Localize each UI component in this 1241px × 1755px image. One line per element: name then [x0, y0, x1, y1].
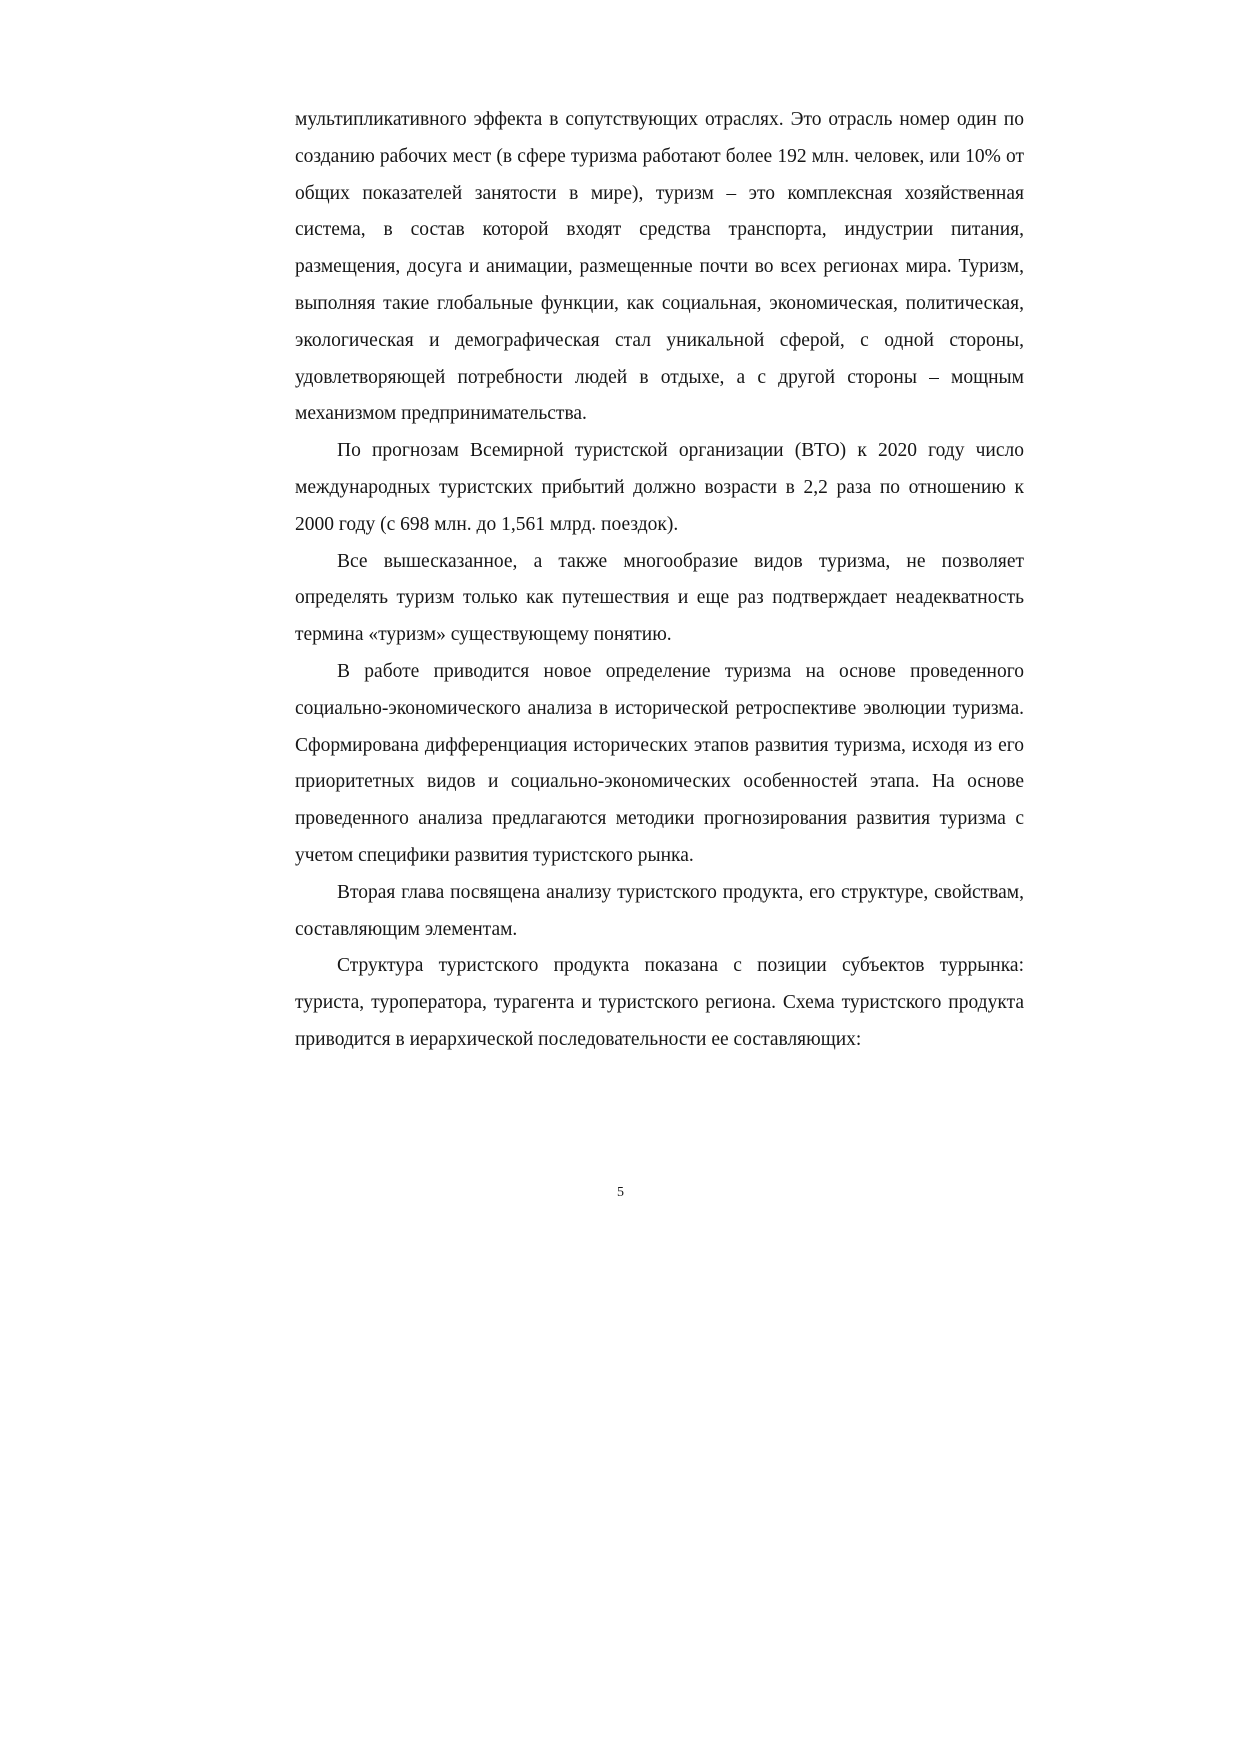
paragraph-new-definition: В работе приводится новое определение туризма на основе проведенного социально-экономического анализа в исторической ретроспективе эволюции туризма. Сформирована дифференциация исторических этапов развития туризма, исходя из его приоритетных видов и социально-экономических особенностей этапа. На основе проведенного анализа предлагаются методики прогнозирования развития туризма с учетом специфики развития туристского рынка.: [295, 660, 1024, 866]
paragraph-definition: Все вышесказанное, а также многообразие видов туризма, не позволяет определять туризм только как путешествия и еще раз подтверждает неадекватность термина «туризм» существующему понятию.: [295, 550, 1024, 646]
body-text: [295, 102, 1024, 1059]
page-number: 5: [617, 1185, 624, 1200]
paragraph-second-chapter: Вторая глава посвящена анализу туристского продукта, его структуре, свойствам, составляющим элементам.: [295, 881, 1024, 940]
paragraph-continuation: мультипликативного эффекта в сопутствующих отраслях. Это отрасль номер один по созданию рабочих мест (в сфере туризма работают более 192 млн. человек, или 10% от общих показателей занятости в мире), туризм – это комплексная хозяйственная система, в состав которой входят средства транспорта, индустрии питания, размещения, досуга и анимации, размещенные почти во всех регионах мира. Туризм, выполняя такие глобальные функции, как социальная, экономическая, политическая, экологическая и демографическая стал уникальной сферой, с одной стороны, удовлетворяющей потребности людей в отдыхе, а с другой стороны – мощным механизмом предпринимательства.: [295, 109, 1024, 425]
paragraph-forecast: По прогнозам Всемирной туристской организации (ВТО) к 2020 году число международных туристских прибытий должно возрасти в 2,2 раза по отношению к 2000 году (с 698 млн. до 1,561 млрд. поездок).: [295, 440, 1024, 535]
paragraph-product-structure: Структура туристского продукта показана с позиции субъектов туррынка: туриста, туроператора, турагента и туристского региона. Схема туристского продукта приводится в иерархической последовательности ее составляющих:: [295, 955, 1024, 1050]
